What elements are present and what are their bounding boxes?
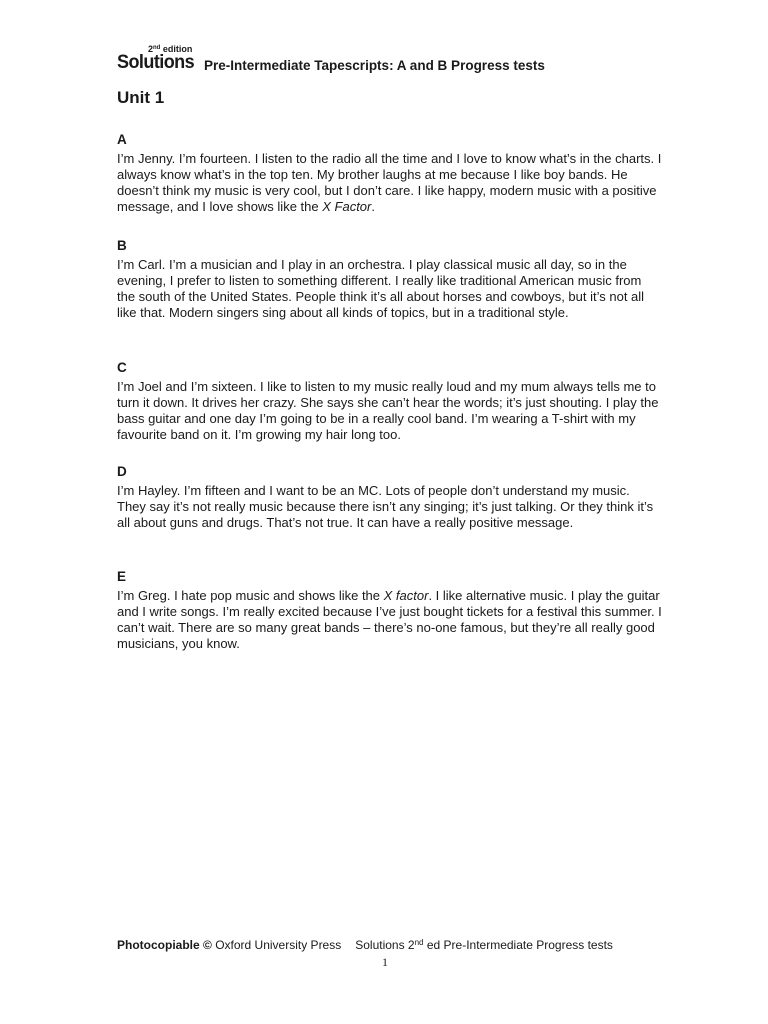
logo-wordmark: Solutions xyxy=(117,52,195,73)
show-title: X Factor xyxy=(322,199,372,214)
section-d xyxy=(117,463,662,531)
section-text: I’m Carl. I’m a musician and I play in an orchestra. I play classical music all day, so in the evening, I prefer to listen to something different. I really like traditional American music from the south of the United States. People think it’s all about horses and cowboys, but it’s not all like that. Modern singers sing about all kinds of topics, but in a traditional style. xyxy=(117,257,645,320)
section-letter: B xyxy=(117,238,127,253)
section-a xyxy=(117,131,662,215)
document-title: Pre-Intermediate Tapescripts: A and B Progress tests xyxy=(204,58,545,73)
section-e xyxy=(117,568,662,652)
section-letter: E xyxy=(117,569,127,584)
series-label: Solutions 2nd ed Pre-Intermediate Progress tests xyxy=(355,938,613,952)
edition-label: 2nd edition xyxy=(148,44,193,54)
section-letter: C xyxy=(117,360,127,375)
publisher-name: Oxford University Press xyxy=(215,938,342,952)
page-header xyxy=(117,44,677,76)
unit-heading: Unit 1 xyxy=(117,88,165,107)
section-text: I’m Greg. I hate pop music and shows like the X factor. I like alternative music. I play the guitar and I write songs. I’m really excited because I’ve just bought tickets for a festival this summer. I can’t wait. There are so many great bands – there’s no-one famous, but they’re all really good musicians, you know. xyxy=(117,588,662,651)
section-letter: D xyxy=(117,464,127,479)
solutions-logo xyxy=(117,44,203,74)
section-text: I’m Jenny. I’m fourteen. I listen to the radio all the time and I love to know what’s in the charts. I always know what’s in the top ten. My brother laughs at me because I like boy bands. He doesn’t think my music is very cool, but I don’t care. I like happy, modern music with a positive message, and I love shows like the X Factor. xyxy=(117,151,662,214)
section-c xyxy=(117,359,662,443)
photocopiable-label: Photocopiable © xyxy=(117,938,212,952)
section-text: I’m Hayley. I’m fifteen and I want to be an MC. Lots of people don’t understand my music. They say it’s not really music because there isn’t any singing; it’s just talking. Or they think it’s all about guns and drugs. That’s not true. It can have a really positive message. xyxy=(117,483,654,530)
page-footer xyxy=(117,937,613,953)
section-b xyxy=(117,237,662,321)
section-text: I’m Joel and I’m sixteen. I like to listen to my music really loud and my mum always tells me to turn it down. It drives her crazy. She says she can’t hear the words; it’s just shouting. I play the bass guitar and one day I’m going to be in a really cool band. I’m wearing a T-shirt with my favourite band on it. I’m growing my hair long too. xyxy=(117,379,659,442)
show-title: X factor xyxy=(383,588,429,603)
section-letter: A xyxy=(117,132,127,147)
page-number: 1 xyxy=(382,955,388,969)
